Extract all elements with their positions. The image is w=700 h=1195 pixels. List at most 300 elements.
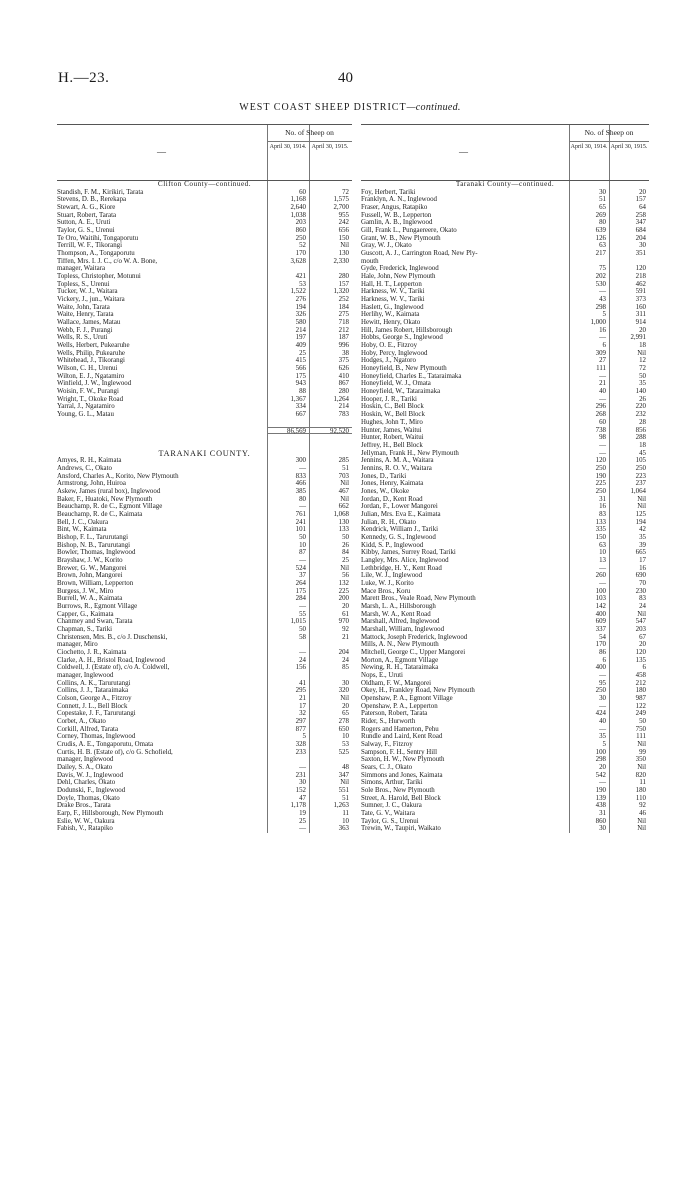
owner-name: Openshaw, P. A., Egmont Village [361,695,453,703]
total-row [57,427,352,435]
table-row [361,511,649,519]
sheep-1915: 130 [338,250,349,258]
owner-name: Corbet, A., Okato [57,718,106,726]
sheep-1915: 351 [635,250,646,258]
sheep-1915: 140 [635,388,646,396]
owner-name: Collins, J. J., Tataraimaka [57,687,129,695]
table-row [57,288,352,296]
sheep-1914: 326 [295,311,306,319]
table-row [57,733,352,741]
table-row [361,641,649,649]
sheep-1915: 10 [342,817,349,825]
sheep-1915: 1,064 [630,487,646,495]
sheep-1914: 264 [295,579,306,587]
table-row [57,611,352,619]
sheep-1915: 20 [639,326,646,334]
sheep-1914 [267,672,309,680]
table-row [361,772,649,780]
county-heading: TARANAKI COUNTY. [158,449,251,458]
table-row [57,634,352,642]
sheep-1914: — [599,288,606,296]
sheep-1915: 20 [342,602,349,610]
total-1915: 92,520 [309,427,352,435]
sheep-1915: 311 [635,311,646,319]
owner-name: Mace Bros., Koru [361,587,411,595]
sheep-1914: 761 [295,510,306,518]
table-row [361,189,649,197]
sheep-1915: Nil [637,349,646,357]
owner-name: Sampson, F. H., Sentry Hill [361,748,438,756]
sheep-1914: 295 [295,687,306,695]
table-row [361,457,649,465]
owner-name: Luke, W. J., Korito [361,579,414,587]
sheep-1915: Nil [637,741,646,749]
owner-name: manager, Waitara [57,265,106,273]
table-row [361,695,649,703]
sheep-1914: 3,628 [290,257,306,265]
sheep-1915: 1,575 [333,196,349,204]
sheep-1915: 856 [635,426,646,434]
sheep-1915: 35 [639,380,646,388]
sheep-1915: 157 [338,280,349,288]
table-row [57,496,352,504]
sheep-1914: 20 [599,764,606,772]
sheep-1914 [569,258,609,266]
title-main: WEST COAST SHEEP DISTRICT [239,102,407,113]
sheep-1915: 130 [338,518,349,526]
owner-name: Waite, John, Tarata [57,303,110,311]
owner-name: Simons, Arthur, Tariki [361,779,423,787]
table-row [361,626,649,634]
owner-name: Saxton, H. W., New Plymouth [361,756,445,764]
owner-name: Wells, Herbert, Pukearuhe [57,342,130,350]
sheep-1915: 970 [338,618,349,626]
sheep-1914: 337 [595,625,606,633]
table-row [57,480,352,488]
owner-name: Honeyfield, W., Tataraimaka [361,388,441,396]
owner-name: Standish, F. M., Kirikiri, Tarata [57,188,144,196]
sheep-1914: 65 [599,204,606,212]
sheep-1914: 30 [599,695,606,703]
table-row [57,534,352,542]
owner-name: Honeyfield, W. J., Omata [361,380,431,388]
table-row [57,603,352,611]
sheep-1914: 50 [299,533,306,541]
owner-name: Armstrong, John, Huiroa [57,480,126,488]
table-row [57,710,352,718]
table-row [361,365,649,373]
sheep-1915: 1,263 [333,802,349,810]
sheep-1915: 99 [639,748,646,756]
table-row [361,419,649,427]
owner-name: Coldwell, J. (Estate of), c/o A. Coldwell, [57,664,170,672]
sheep-1914: 1,178 [290,802,306,810]
sheep-1915: 225 [338,587,349,595]
sheep-1914: 609 [595,618,606,626]
owner-name: Oldham, F. W., Mangorei [361,679,432,687]
owner-name: Corkill, Alfred, Tarata [57,725,119,733]
sheep-1915: 67 [639,633,646,641]
sheep-1915: 218 [635,273,646,281]
owner-name: Chanmey and Swan, Tarata [57,618,133,626]
table-row [57,726,352,734]
sheep-1914: 860 [295,227,306,235]
table-row [57,549,352,557]
table-row [361,802,649,810]
table-row [361,649,649,657]
owner-name: Hunter, James, Waitui [361,426,422,434]
table-row [361,357,649,365]
sheep-1915: 350 [635,756,646,764]
sheep-1914: 297 [295,718,306,726]
table-row [361,733,649,741]
sheep-1915: 25 [342,556,349,564]
sheep-1915: 72 [639,365,646,373]
owner-name: Jones, W., Okoke [361,487,410,495]
table-row [361,595,649,603]
table-row [57,334,352,342]
sheep-1914: — [599,441,606,449]
sheep-1914: 197 [295,334,306,342]
owner-name: Jeffrey, H., Bell Block [361,441,423,449]
owner-name: Curtis, H. B. (Estate of), c/o G. Schofield, [57,748,173,756]
sheep-1914: 103 [595,595,606,603]
sheep-1914: 466 [295,480,306,488]
sheep-1915: Nil [340,480,349,488]
sheep-1915 [309,756,352,764]
owner-name: Kibby, James, Surrey Road, Tariki [361,549,456,557]
table-row [361,519,649,527]
sheep-1915: Nil [637,503,646,511]
owner-name: Crudis, A. E., Tongaporutu, Omata [57,741,154,749]
owner-name: Hall, H. T., Lepperton [361,280,422,288]
owner-name: Yarral, J., Ngatamiro [57,403,115,411]
sheep-1914: — [299,556,306,564]
sheep-1915: Nil [340,242,349,250]
table-row [57,526,352,534]
owner-name: Kennedy, G. S., Inglewood [361,533,436,541]
sheep-1915: 820 [635,771,646,779]
table-row [57,342,352,350]
sheep-1915: 783 [338,411,349,419]
table-row [361,388,649,396]
sheep-1914: 30 [599,825,606,833]
owner-name: Harkness, W. V., Tariki [361,288,425,296]
sheep-1914: 150 [595,533,606,541]
sheep-1915: 10 [342,733,349,741]
table-row [361,749,649,757]
owner-name: Sumner, J. C., Oakura [361,802,422,810]
sheep-1914: 37 [299,572,306,580]
sheep-1915: 288 [635,434,646,442]
sheep-1914: 214 [295,326,306,334]
owner-name: Stevens, D. B., Rerekapa [57,196,127,204]
sheep-1914: 40 [599,388,606,396]
table-row [57,380,352,388]
owner-name: Salway, F., Fitzroy [361,741,413,749]
owner-name: Hobbs, George S., Inglewood [361,334,443,342]
owner-name: Franklyn, A. N., Inglewood [361,196,437,204]
table-row [361,227,649,235]
owner-name: Jones, D., Tariki [361,472,407,480]
owner-name: manager, Inglewood [57,756,114,764]
sheep-1915: 2,700 [333,204,349,212]
owner-name: Wells, Philip, Pukearuhe [57,349,125,357]
sheep-1915: 50 [639,718,646,726]
sheep-1915: 347 [338,771,349,779]
sheep-1914: 296 [595,403,606,411]
sheep-1915: 703 [338,472,349,480]
sheep-1915: Nil [637,825,646,833]
sheep-1915: 626 [338,365,349,373]
sheep-1914: 284 [295,595,306,603]
sheep-1915: 180 [635,787,646,795]
sheep-1914: 860 [595,817,606,825]
sheep-1914: 54 [599,633,606,641]
sheep-1914: 877 [295,725,306,733]
sheep-1914: 334 [295,403,306,411]
table-row [57,265,352,273]
sheep-1914: — [599,395,606,403]
sheep-1915: 280 [338,273,349,281]
sheep-1914: 47 [299,794,306,802]
owner-name: Rundle and Laird, Kent Road [361,733,443,741]
owner-name: Hale, John, New Plymouth [361,273,436,281]
owner-name: Marshall, William, Inglewood [361,625,445,633]
table-row [361,204,649,212]
table-row [361,764,649,772]
owner-name: Openshaw, P. A., Lepperton [361,702,438,710]
owner-name: Julian, Mrs. Eva E., Kaimata [361,510,441,518]
owner-name: Thompson, A., Tongaporutu [57,250,135,258]
sheep-1914: 667 [295,411,306,419]
sheep-1915: 250 [635,464,646,472]
sheep-1915 [609,258,649,266]
section-title [0,102,700,113]
left-table-header [57,124,352,181]
owner-name: Harkness, W. V., Tariki [361,296,425,304]
table-row [57,242,352,250]
owner-name: Jones, Henry, Kaimata [361,480,424,488]
sheep-1915: 61 [342,610,349,618]
owner-name: Foy, Herbert, Tariki [361,188,416,196]
sheep-1915: 26 [639,395,646,403]
owner-name: Gill, Frank L., Pungaereere, Okato [361,227,457,235]
sheep-1915: 35 [639,533,646,541]
owner-name: Topless, S., Urenui [57,280,110,288]
table-row [57,618,352,626]
owner-name: Dailey, S. A., Okato [57,764,113,772]
sheep-1914: 5 [602,741,606,749]
owner-name: Kendrick, William J., Tariki [361,526,439,534]
owner-name: Herlihy, W., Kaimata [361,311,420,319]
owner-name: mouth [361,257,379,265]
sheep-1914: — [299,764,306,772]
table-row [361,787,649,795]
owner-name: Chapman, S., Tariki [57,625,113,633]
sheep-1914: 300 [295,457,306,465]
sheep-1914: 400 [595,664,606,672]
sheep-1914: 943 [295,380,306,388]
sheep-1914: — [599,579,606,587]
sheep-1914: 250 [595,487,606,495]
owner-name: Langley, Mrs. Alice, Inglewood [361,556,449,564]
table-row [57,557,352,565]
sheep-1914: 21 [299,695,306,703]
owner-name: Ansford, Charles A., Korito, New Plymouth [57,472,179,480]
sheep-1915: 51 [342,794,349,802]
sheep-1915: Nil [637,817,646,825]
sheep-1915: 133 [338,526,349,534]
owner-name: Gamlin, A. B., Inglewood [361,219,433,227]
table-row [57,273,352,281]
sheep-1914: 50 [299,625,306,633]
table-row [57,519,352,527]
sheep-1915: 252 [338,296,349,304]
owner-name: Simmons and Jones, Kaimata [361,771,443,779]
sheep-1914: 95 [599,679,606,687]
sheep-1914: 83 [599,510,606,518]
owner-name: Hill, James Robert, Hillsborough [361,326,453,334]
sheep-1915: 275 [338,311,349,319]
sheep-1914: 24 [299,656,306,664]
sheep-1914: 639 [595,227,606,235]
sheep-1914: 1,000 [590,319,606,327]
owner-name: Marshall, Alfred, Inglewood [361,618,440,626]
sheep-1915: 125 [635,510,646,518]
owner-name: Brewer, G. W., Mangorei [57,564,127,572]
sheep-1915: 363 [338,825,349,833]
table-row [361,726,649,734]
sheep-1915: 6 [642,664,646,672]
table-row [361,825,649,833]
name-column-dash: — [459,147,468,157]
sheep-1915: 194 [635,518,646,526]
sheep-1915: Nil [637,764,646,772]
sheep-1914: 111 [596,365,606,373]
owner-name: Wright, T., Okoke Road [57,395,124,403]
sheep-1915: 70 [639,579,646,587]
sheep-1915: 20 [342,702,349,710]
sheep-1914: 203 [295,219,306,227]
owner-name: Sears, C. J., Okato [361,764,413,772]
owner-name: manager, Inglewood [57,672,114,679]
sheep-1915: 120 [635,265,646,273]
sheep-1915: Nil [340,495,349,503]
sheep-1915: 914 [635,319,646,327]
table-row [361,565,649,573]
sheep-1915: 83 [639,595,646,603]
owner-name: Mitchell, George C., Upper Mangorei [361,648,466,656]
sheep-1915: Nil [637,610,646,618]
sheep-1915: 92 [342,625,349,633]
table-row [57,403,352,411]
sheep-1915: 111 [636,733,646,741]
sheep-1914: 233 [295,748,306,756]
sheep-1914: 16 [599,503,606,511]
sheep-1914: 133 [595,518,606,526]
table-row [361,611,649,619]
sheep-1914: 43 [599,296,606,304]
sheep-1915: 157 [635,196,646,204]
sheep-1915: 20 [639,188,646,196]
owner-name: Askew, James (rural box), Inglewood [57,487,161,495]
owner-name: Paterson, Robert, Tarata [361,710,428,718]
sheep-1915: 230 [635,587,646,595]
owner-name: Street, A. Harold, Bell Block [361,794,441,802]
owner-name: Amyes, R. H., Kaimata [57,457,122,465]
sheep-1915: 232 [635,411,646,419]
table-row [361,281,649,289]
table-row [57,258,352,266]
owner-name: Hoby, O. E., Fitzroy [361,342,418,350]
table-row [57,687,352,695]
table-row [361,212,649,220]
owner-name: Gyde, Frederick, Inglewood [361,265,439,273]
sheep-1914: 63 [599,242,606,250]
owner-name: Honeyfield, B., New Plymouth [361,365,447,373]
owner-name: Sutton, A. E., Uruti [57,219,111,227]
table-row [57,350,352,358]
blank-row [57,434,352,442]
sheep-1914: 60 [599,418,606,426]
sheep-1914: 409 [295,342,306,350]
sheep-1914: — [299,503,306,511]
table-row [361,304,649,312]
sheep-1915: 105 [635,457,646,465]
sheep-1915: 160 [635,303,646,311]
sheep-1915: 249 [635,710,646,718]
sheep-1914: — [599,449,606,457]
owner-name: Trewin, W., Taupiri, Waikato [361,825,441,833]
sheep-1915: 42 [639,526,646,534]
table-row [57,457,352,465]
table-row [57,304,352,312]
table-row [361,618,649,626]
table-row [361,219,649,227]
sheep-1915: 650 [338,725,349,733]
sheep-1915: 2,991 [630,334,646,342]
owner-name: Bint, W., Kaimata [57,526,107,534]
sheep-1915: Nil [340,564,349,572]
sheep-1914: 241 [295,518,306,526]
table-row [57,825,352,833]
sheep-1915: 11 [639,779,646,787]
sheep-1914: 75 [599,265,606,273]
owner-name: Jennins, A. M. A., Waitara [361,457,434,465]
sheep-1914: 10 [299,541,306,549]
table-row [57,411,352,419]
sheep-1914: 298 [595,303,606,311]
owner-name: Tucker, W. J., Waitara [57,288,118,296]
table-row [57,626,352,634]
sheep-1914: 152 [295,787,306,795]
table-row [361,311,649,319]
left-table-body [57,181,352,833]
table-row [361,534,649,542]
sheep-1914: 139 [595,794,606,802]
table-row [57,772,352,780]
table-row [57,373,352,381]
sheep-1914: 31 [599,495,606,503]
table-row [57,542,352,550]
sheep-1914: 190 [595,472,606,480]
sheep-1914: — [599,334,606,342]
sheep-1914: 260 [595,572,606,580]
right-table-header [361,124,649,181]
owner-name: Corney, Thomas, Inglewood [57,733,136,741]
owner-name: Rider, S., Hurworth [361,718,416,726]
